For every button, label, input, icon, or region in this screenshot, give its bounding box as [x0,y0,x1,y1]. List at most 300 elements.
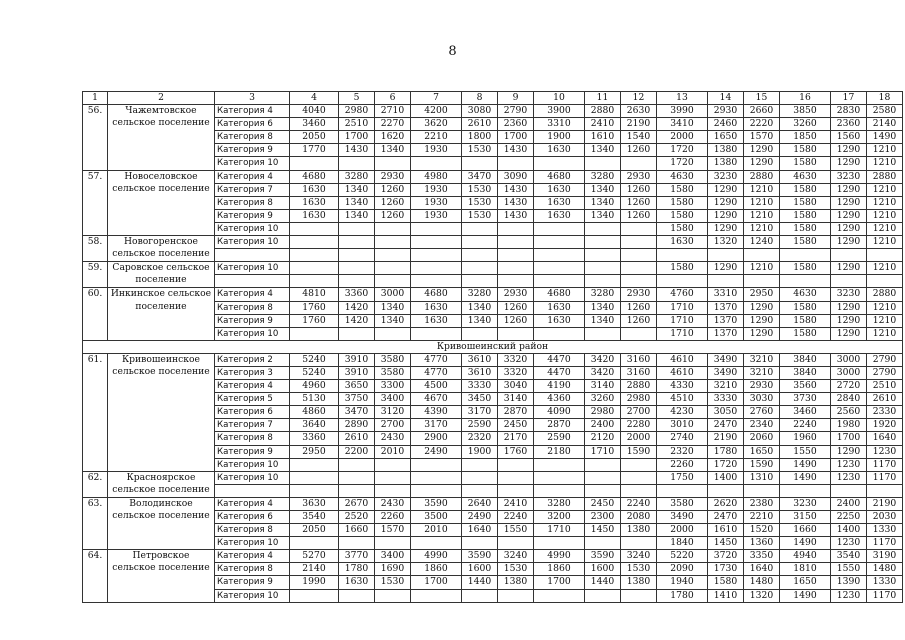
value-cell [621,157,657,170]
value-cell: 5270 [290,550,339,563]
value-cell: 1430 [339,144,375,157]
value-cell: 3650 [339,380,375,393]
value-cell: 2010 [375,445,411,458]
value-cell: 1290 [831,157,867,170]
category-label: Категория 7 [215,419,290,432]
value-cell: 2200 [339,445,375,458]
value-cell [411,537,462,550]
value-cell: 1380 [621,576,657,589]
value-cell [498,589,534,602]
value-cell: 1340 [585,144,621,157]
column-number-14: 14 [708,92,744,105]
value-cell: 1550 [498,524,534,537]
value-cell [534,537,585,550]
value-cell: 3770 [339,550,375,563]
value-cell: 1980 [831,419,867,432]
value-cell: 1290 [708,196,744,209]
value-cell: 3720 [708,550,744,563]
value-cell: 3210 [744,353,780,366]
value-cell: 3230 [708,170,744,183]
value-cell [744,484,780,497]
value-cell: 1410 [708,589,744,602]
value-cell: 1260 [375,183,411,196]
value-cell: 4770 [411,366,462,379]
value-cell: 1650 [708,131,744,144]
value-cell: 1430 [498,144,534,157]
value-cell [831,249,867,262]
value-cell: 2210 [411,131,462,144]
value-cell: 3300 [375,380,411,393]
column-number-9: 9 [498,92,534,105]
value-cell [375,458,411,471]
value-cell: 2870 [498,406,534,419]
value-cell [339,471,375,484]
value-cell: 1340 [462,314,498,327]
value-cell: 1620 [375,131,411,144]
value-cell: 1650 [780,576,831,589]
value-cell: 4040 [290,105,339,118]
value-cell: 1770 [290,144,339,157]
row-number: 58. [83,236,108,262]
value-cell: 3090 [498,170,534,183]
value-cell: 1700 [831,432,867,445]
value-cell: 1760 [290,301,339,314]
value-cell: 1630 [339,576,375,589]
value-cell: 1290 [831,236,867,249]
value-cell: 2360 [498,118,534,131]
value-cell [621,537,657,550]
value-cell [621,458,657,471]
value-cell: 2930 [744,380,780,393]
value-cell: 1210 [867,301,903,314]
value-cell [462,275,498,288]
value-cell: 1210 [867,327,903,340]
value-cell [290,249,339,262]
value-cell: 1210 [867,183,903,196]
value-cell [462,222,498,235]
value-cell [339,222,375,235]
value-cell: 3420 [585,366,621,379]
value-cell: 1310 [744,471,780,484]
value-cell: 1290 [708,209,744,222]
value-cell: 1340 [585,196,621,209]
value-cell [534,236,585,249]
value-cell: 1440 [585,576,621,589]
value-cell: 1580 [780,301,831,314]
value-cell: 2430 [375,497,411,510]
value-cell: 1630 [534,196,585,209]
row-number: 63. [83,497,108,549]
value-cell [534,327,585,340]
value-cell: 2270 [375,118,411,131]
value-cell: 1630 [534,314,585,327]
value-cell: 3240 [621,550,657,563]
value-cell: 1710 [657,327,708,340]
value-cell: 3310 [708,288,744,301]
value-cell: 1930 [411,209,462,222]
value-cell: 2610 [867,393,903,406]
value-cell: 1760 [290,314,339,327]
value-cell: 1490 [780,537,831,550]
value-cell: 1340 [585,314,621,327]
value-cell: 2590 [462,419,498,432]
value-cell: 1550 [780,445,831,458]
value-cell: 1290 [708,262,744,275]
category-label: Категория 7 [215,183,290,196]
value-cell: 1690 [375,563,411,576]
value-cell [585,236,621,249]
value-cell: 3170 [411,419,462,432]
value-cell: 2260 [657,458,708,471]
value-cell: 1210 [744,196,780,209]
value-cell: 3910 [339,353,375,366]
value-cell: 3640 [290,419,339,432]
value-cell: 1900 [462,445,498,458]
category-label: Категория 6 [215,406,290,419]
value-cell: 1630 [534,144,585,157]
value-cell: 1780 [339,563,375,576]
value-cell: 1630 [290,196,339,209]
value-cell: 2930 [375,170,411,183]
value-cell [411,249,462,262]
value-cell: 1230 [831,537,867,550]
value-cell: 2510 [339,118,375,131]
column-number-4: 4 [290,92,339,105]
value-cell: 3330 [708,393,744,406]
value-cell: 2930 [621,170,657,183]
value-cell: 3590 [462,550,498,563]
value-cell [411,458,462,471]
value-cell: 1580 [657,262,708,275]
row-number: 64. [83,550,108,602]
value-cell: 1590 [621,445,657,458]
value-cell: 2510 [867,380,903,393]
value-cell: 1210 [744,222,780,235]
value-cell [585,262,621,275]
value-cell: 1340 [375,144,411,157]
value-cell [339,327,375,340]
value-cell: 1260 [621,209,657,222]
settlement-name: Чажемтовское сельское поселение [108,105,215,170]
value-cell: 2610 [462,118,498,131]
value-cell: 1370 [708,314,744,327]
table-row [83,288,903,301]
value-cell [339,275,375,288]
category-label: Категория 4 [215,288,290,301]
value-cell [585,157,621,170]
value-cell [780,275,831,288]
column-number-15: 15 [744,92,780,105]
value-cell: 3500 [411,511,462,524]
value-cell [744,249,780,262]
category-label: Категория 4 [215,550,290,563]
value-cell [780,249,831,262]
category-label: Категория 2 [215,353,290,366]
settlement-name: Петровское сельское поселение [108,550,215,602]
value-cell: 2700 [621,406,657,419]
value-cell: 1490 [867,131,903,144]
value-cell: 2520 [339,511,375,524]
value-cell: 3140 [498,393,534,406]
value-cell: 1650 [744,445,780,458]
value-cell: 3450 [462,393,498,406]
value-cell: 3260 [780,118,831,131]
value-cell: 1330 [867,524,903,537]
category-label: Категория 8 [215,131,290,144]
value-cell [621,589,657,602]
value-cell [831,484,867,497]
value-cell: 1860 [411,563,462,576]
value-cell: 1610 [708,524,744,537]
value-cell: 2000 [657,131,708,144]
value-cell: 3990 [657,105,708,118]
value-cell: 2930 [708,105,744,118]
value-cell: 3490 [657,511,708,524]
value-cell: 2980 [585,406,621,419]
value-cell: 4360 [534,393,585,406]
value-cell: 3400 [375,393,411,406]
category-label: Категория 8 [215,563,290,576]
value-cell: 4500 [411,380,462,393]
value-cell: 2980 [621,393,657,406]
value-cell: 1230 [867,445,903,458]
category-label [215,249,290,262]
value-cell: 4510 [657,393,708,406]
value-cell: 4960 [290,380,339,393]
value-cell: 2830 [831,105,867,118]
value-cell: 3230 [831,288,867,301]
value-cell [831,275,867,288]
value-cell: 2790 [867,353,903,366]
value-cell [585,458,621,471]
value-cell: 1290 [831,314,867,327]
value-cell: 4090 [534,406,585,419]
value-cell: 3910 [339,366,375,379]
value-cell [498,262,534,275]
value-cell: 3030 [744,393,780,406]
value-cell [290,275,339,288]
value-cell: 1580 [780,183,831,196]
value-cell: 1710 [657,314,708,327]
value-cell: 1440 [462,576,498,589]
row-number: 61. [83,353,108,471]
value-cell: 2870 [534,419,585,432]
value-cell: 4190 [534,380,585,393]
category-label: Категория 6 [215,511,290,524]
value-cell: 1660 [339,524,375,537]
value-cell: 4390 [411,406,462,419]
value-cell: 1260 [621,301,657,314]
value-cell: 1780 [708,445,744,458]
value-cell: 2010 [411,524,462,537]
column-number-10: 10 [534,92,585,105]
value-cell [708,249,744,262]
value-cell: 1210 [867,209,903,222]
category-label: Категория 10 [215,236,290,249]
value-cell: 1380 [708,144,744,157]
value-cell: 3590 [585,550,621,563]
value-cell [462,262,498,275]
value-cell: 2630 [621,105,657,118]
value-cell: 3620 [411,118,462,131]
value-cell: 2080 [621,511,657,524]
column-number-16: 16 [780,92,831,105]
value-cell: 3150 [780,511,831,524]
value-cell: 3280 [585,288,621,301]
value-cell: 1370 [708,301,744,314]
value-cell [462,327,498,340]
value-cell: 1760 [498,445,534,458]
column-number-3: 3 [215,92,290,105]
value-cell: 1550 [831,563,867,576]
value-cell: 1290 [831,445,867,458]
value-cell: 1490 [780,458,831,471]
value-cell: 4230 [657,406,708,419]
value-cell [339,458,375,471]
tariff-table [82,91,903,603]
value-cell: 3470 [339,406,375,419]
value-cell: 1580 [657,196,708,209]
value-cell: 1210 [867,262,903,275]
value-cell: 3230 [780,497,831,510]
value-cell: 2450 [498,419,534,432]
value-cell: 4990 [534,550,585,563]
value-cell: 3260 [585,393,621,406]
value-cell: 3330 [462,380,498,393]
value-cell [411,262,462,275]
value-cell: 2880 [621,380,657,393]
value-cell: 2280 [621,419,657,432]
value-cell: 3320 [498,353,534,366]
category-label: Категория 4 [215,170,290,183]
value-cell: 1630 [657,236,708,249]
value-cell: 3200 [534,511,585,524]
value-cell: 1290 [744,301,780,314]
value-cell: 1720 [657,144,708,157]
value-cell: 3000 [831,353,867,366]
value-cell: 1540 [621,131,657,144]
value-cell: 1580 [780,236,831,249]
row-number: 60. [83,288,108,340]
value-cell [708,275,744,288]
category-label: Категория 8 [215,196,290,209]
category-label: Категория 10 [215,327,290,340]
category-label: Категория 10 [215,458,290,471]
value-cell: 3310 [534,118,585,131]
column-number-1: 1 [83,92,108,105]
value-cell: 1260 [621,314,657,327]
value-cell: 1640 [744,563,780,576]
value-cell [375,589,411,602]
value-cell: 3460 [290,118,339,131]
value-cell: 2880 [867,288,903,301]
value-cell: 1450 [585,524,621,537]
value-cell: 1590 [744,458,780,471]
value-cell: 3400 [375,550,411,563]
value-cell [339,537,375,550]
category-label [215,484,290,497]
value-cell [867,484,903,497]
value-cell: 2250 [831,511,867,524]
value-cell: 3840 [780,353,831,366]
value-cell: 2470 [708,419,744,432]
value-cell: 4990 [411,550,462,563]
header-row [83,92,903,105]
category-label: Категория 3 [215,366,290,379]
value-cell: 4630 [780,288,831,301]
value-cell: 4610 [657,353,708,366]
column-number-5: 5 [339,92,375,105]
value-cell: 4680 [290,170,339,183]
value-cell: 4630 [780,170,831,183]
value-cell: 1320 [708,236,744,249]
value-cell: 3580 [375,366,411,379]
value-cell: 4630 [657,170,708,183]
value-cell: 3010 [657,419,708,432]
value-cell: 3080 [462,105,498,118]
value-cell: 4810 [290,288,339,301]
value-cell: 3410 [657,118,708,131]
value-cell: 3470 [462,170,498,183]
value-cell [290,236,339,249]
column-number-12: 12 [621,92,657,105]
value-cell: 2560 [831,406,867,419]
value-cell: 2460 [708,118,744,131]
value-cell [290,157,339,170]
value-cell [375,471,411,484]
value-cell [657,484,708,497]
value-cell: 3210 [708,380,744,393]
value-cell [585,275,621,288]
settlement-name: Кривошеинское сельское поселение [108,353,215,471]
value-cell: 3240 [498,550,534,563]
value-cell: 3320 [498,366,534,379]
value-cell: 1290 [831,183,867,196]
column-number-17: 17 [831,92,867,105]
value-cell: 1210 [744,209,780,222]
value-cell: 1340 [375,301,411,314]
value-cell: 2140 [867,118,903,131]
value-cell [411,222,462,235]
value-cell: 1260 [375,209,411,222]
value-cell: 1630 [534,183,585,196]
value-cell: 1340 [375,314,411,327]
value-cell [462,589,498,602]
value-cell: 1210 [867,222,903,235]
value-cell [657,249,708,262]
value-cell: 1720 [657,157,708,170]
value-cell: 1840 [657,537,708,550]
value-cell: 4670 [411,393,462,406]
value-cell [498,458,534,471]
value-cell: 1210 [744,262,780,275]
value-cell: 1580 [780,209,831,222]
settlement-name: Новогоренское сельское поселение [108,236,215,262]
value-cell [534,484,585,497]
value-cell: 1630 [534,209,585,222]
value-cell: 1330 [867,576,903,589]
value-cell: 2610 [339,432,375,445]
value-cell: 1290 [831,327,867,340]
value-cell [411,471,462,484]
value-cell [411,275,462,288]
value-cell: 1640 [867,432,903,445]
settlement-name: Саровское сельское поселение [108,262,215,288]
value-cell: 2950 [744,288,780,301]
column-number-18: 18 [867,92,903,105]
value-cell: 1580 [657,183,708,196]
value-cell: 1210 [867,314,903,327]
